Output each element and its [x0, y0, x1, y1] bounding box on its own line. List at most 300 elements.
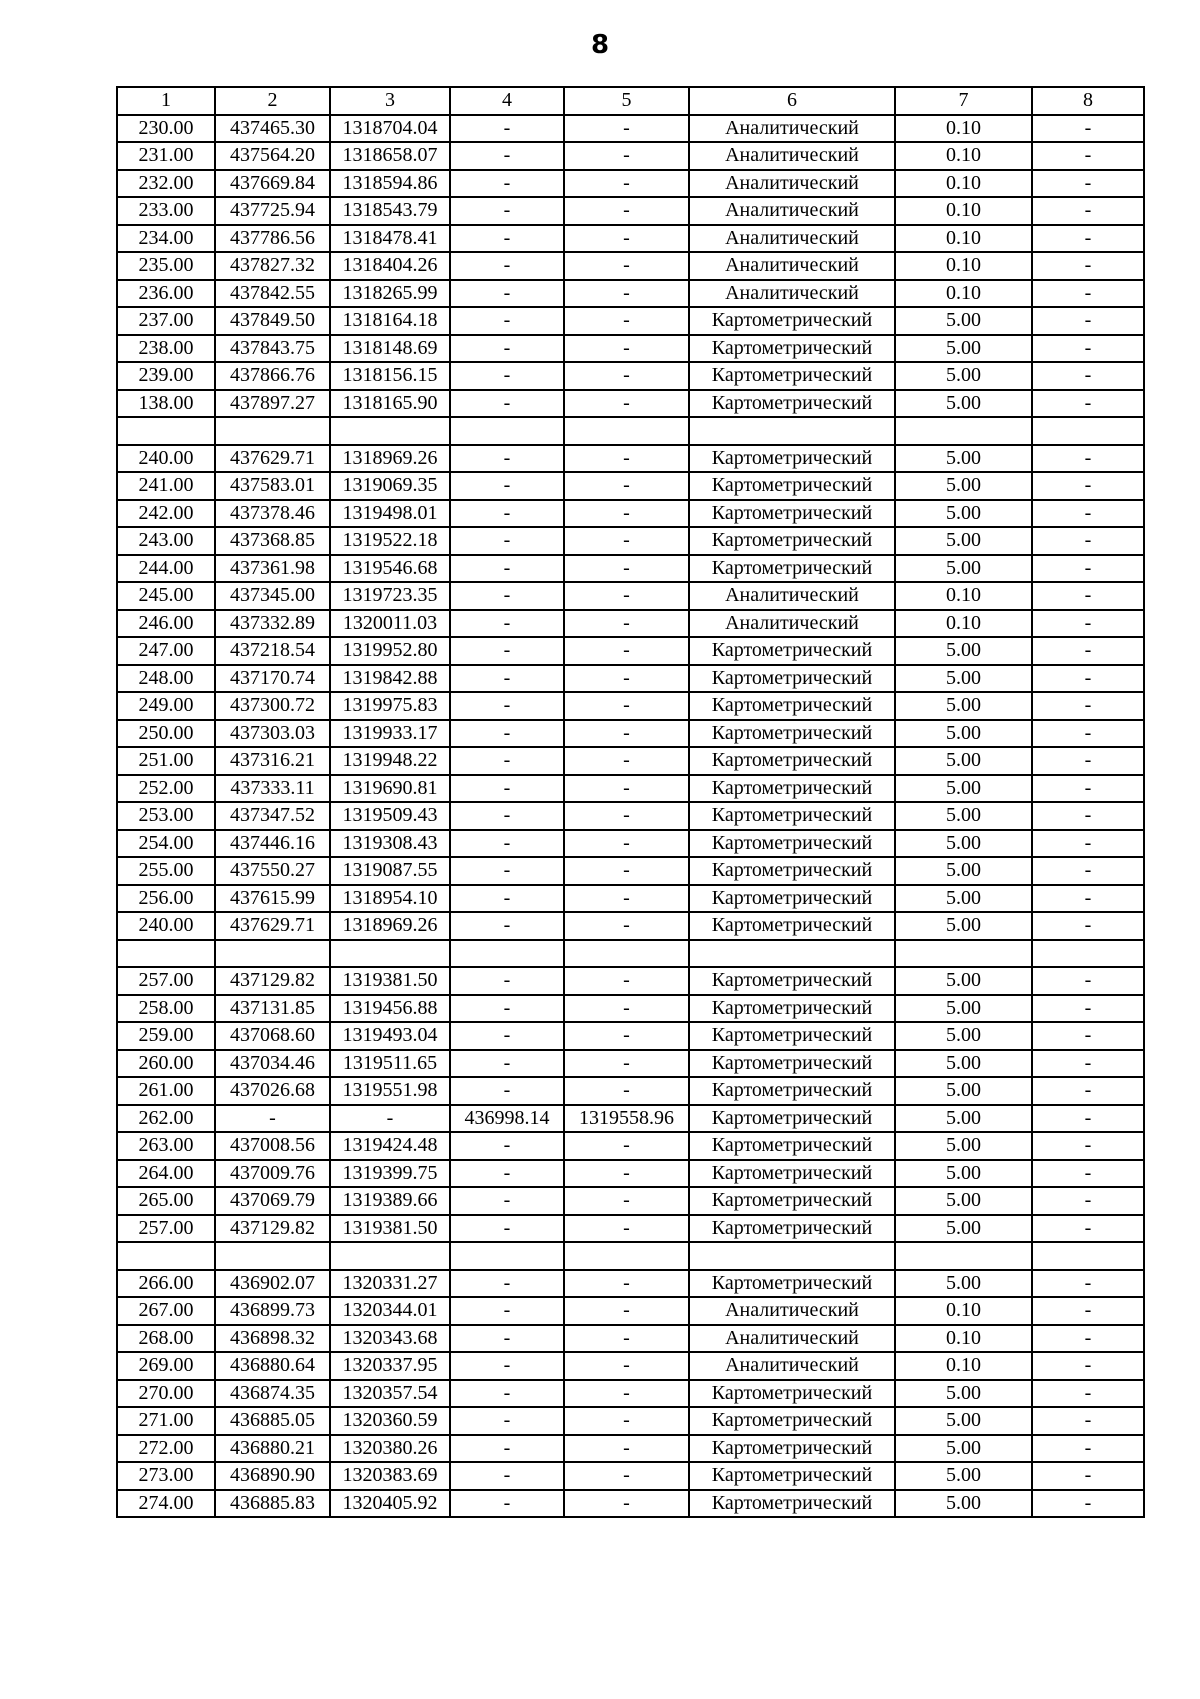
table-cell: - — [1032, 1435, 1144, 1463]
table-cell: - — [564, 307, 689, 335]
table-cell: - — [450, 1462, 564, 1490]
table-cell: 436898.32 — [215, 1325, 330, 1353]
table-cell: Аналитический — [689, 1352, 895, 1380]
table-row — [117, 1407, 1144, 1435]
table-cell: 0.10 — [895, 1352, 1032, 1380]
table-cell: 251.00 — [117, 747, 215, 775]
table-cell: - — [564, 1462, 689, 1490]
table-cell: 0.10 — [895, 582, 1032, 610]
table-row — [117, 390, 1144, 418]
table-cell: 5.00 — [895, 775, 1032, 803]
table-cell: Картометрический — [689, 1215, 895, 1243]
table-cell: 256.00 — [117, 885, 215, 913]
table-cell: - — [450, 1077, 564, 1105]
table-cell: Картометрический — [689, 720, 895, 748]
table-cell: 242.00 — [117, 500, 215, 528]
table-cell: 436885.05 — [215, 1407, 330, 1435]
table-cell: 1320360.59 — [330, 1407, 450, 1435]
table-cell: Картометрический — [689, 390, 895, 418]
table-cell: - — [564, 142, 689, 170]
table-cell: 1319948.22 — [330, 747, 450, 775]
table-cell: 1320337.95 — [330, 1352, 450, 1380]
table-cell: 437300.72 — [215, 692, 330, 720]
table-cell: 5.00 — [895, 1462, 1032, 1490]
table-row — [117, 1022, 1144, 1050]
table-row — [117, 1462, 1144, 1490]
table-cell: Картометрический — [689, 1105, 895, 1133]
table-cell: - — [564, 1380, 689, 1408]
table-cell: 437170.74 — [215, 665, 330, 693]
table-cell: 1319493.04 — [330, 1022, 450, 1050]
table-cell: 267.00 — [117, 1297, 215, 1325]
table-cell: Аналитический — [689, 197, 895, 225]
table-cell: 0.10 — [895, 142, 1032, 170]
separator-row — [117, 1242, 1144, 1270]
table-cell: Картометрический — [689, 527, 895, 555]
table-cell: - — [450, 857, 564, 885]
table-cell: Картометрический — [689, 445, 895, 473]
table-cell: - — [1032, 1105, 1144, 1133]
table-cell: 260.00 — [117, 1050, 215, 1078]
table-cell: - — [1032, 1077, 1144, 1105]
table-cell: 270.00 — [117, 1380, 215, 1408]
table-cell: 263.00 — [117, 1132, 215, 1160]
table-cell: 243.00 — [117, 527, 215, 555]
table-cell: - — [1032, 665, 1144, 693]
table-cell: - — [1032, 1215, 1144, 1243]
table-row — [117, 527, 1144, 555]
table-cell: 1320405.92 — [330, 1490, 450, 1518]
table-cell: 437009.76 — [215, 1160, 330, 1188]
table-row — [117, 1435, 1144, 1463]
table-cell: 264.00 — [117, 1160, 215, 1188]
table-cell: - — [450, 115, 564, 143]
table-cell: - — [1032, 857, 1144, 885]
table-cell: 5.00 — [895, 1187, 1032, 1215]
table-cell: Аналитический — [689, 252, 895, 280]
table-cell: 269.00 — [117, 1352, 215, 1380]
table-cell: - — [1032, 802, 1144, 830]
table-row — [117, 445, 1144, 473]
table-cell: - — [1032, 775, 1144, 803]
table-cell: 5.00 — [895, 335, 1032, 363]
table-cell: 1319456.88 — [330, 995, 450, 1023]
table-cell: 0.10 — [895, 1297, 1032, 1325]
table-row — [117, 500, 1144, 528]
table-cell: Картометрический — [689, 1380, 895, 1408]
table-cell: 1319975.83 — [330, 692, 450, 720]
table-row — [117, 995, 1144, 1023]
table-cell: - — [1032, 1160, 1144, 1188]
table-cell: - — [450, 1270, 564, 1298]
table-cell: 5.00 — [895, 692, 1032, 720]
table-cell: 246.00 — [117, 610, 215, 638]
table-row — [117, 252, 1144, 280]
table-cell: Картометрический — [689, 692, 895, 720]
table-cell: Аналитический — [689, 280, 895, 308]
table-cell: 437849.50 — [215, 307, 330, 335]
table-row — [117, 967, 1144, 995]
table-cell — [564, 1242, 689, 1270]
table-row — [117, 1077, 1144, 1105]
table-cell: - — [564, 335, 689, 363]
table-cell: 5.00 — [895, 1132, 1032, 1160]
table-cell: 5.00 — [895, 1105, 1032, 1133]
table-row — [117, 142, 1144, 170]
table-cell: - — [450, 335, 564, 363]
table-cell: Картометрический — [689, 555, 895, 583]
table-cell: 437316.21 — [215, 747, 330, 775]
table-cell: 5.00 — [895, 857, 1032, 885]
table-cell: - — [1032, 1325, 1144, 1353]
table-cell: - — [450, 912, 564, 940]
table-cell: - — [1032, 1270, 1144, 1298]
table-cell: 437129.82 — [215, 1215, 330, 1243]
table-cell: - — [564, 1270, 689, 1298]
table-cell: 1318954.10 — [330, 885, 450, 913]
table-cell: 235.00 — [117, 252, 215, 280]
table-cell: 0.10 — [895, 280, 1032, 308]
table-cell: 437345.00 — [215, 582, 330, 610]
table-cell: 437378.46 — [215, 500, 330, 528]
table-cell: - — [564, 280, 689, 308]
table-row — [117, 1380, 1144, 1408]
table-row — [117, 637, 1144, 665]
table-cell: 5.00 — [895, 967, 1032, 995]
table-cell: 5.00 — [895, 1490, 1032, 1518]
table-cell: - — [564, 775, 689, 803]
table-cell: Картометрический — [689, 1050, 895, 1078]
table-cell: 238.00 — [117, 335, 215, 363]
table-cell: 1318265.99 — [330, 280, 450, 308]
table-cell: Картометрический — [689, 1270, 895, 1298]
table-cell: 1319511.65 — [330, 1050, 450, 1078]
table-cell: Картометрический — [689, 857, 895, 885]
table-cell: Картометрический — [689, 1490, 895, 1518]
table-cell: 1319498.01 — [330, 500, 450, 528]
table-cell: - — [564, 472, 689, 500]
table-cell: 1318594.86 — [330, 170, 450, 198]
table-cell: - — [450, 830, 564, 858]
table-cell: 1319509.43 — [330, 802, 450, 830]
table-cell: - — [1032, 1297, 1144, 1325]
table-cell: - — [450, 802, 564, 830]
table-cell: - — [564, 967, 689, 995]
table-cell: - — [450, 747, 564, 775]
table-cell: 437131.85 — [215, 995, 330, 1023]
table-cell: 437866.76 — [215, 362, 330, 390]
table-cell: 437008.56 — [215, 1132, 330, 1160]
column-header: 7 — [895, 87, 1032, 115]
table-cell: 5.00 — [895, 1435, 1032, 1463]
table-cell: 258.00 — [117, 995, 215, 1023]
table-cell: Картометрический — [689, 307, 895, 335]
table-cell: - — [1032, 610, 1144, 638]
table-cell: - — [1032, 362, 1144, 390]
column-header: 4 — [450, 87, 564, 115]
table-cell: 1320383.69 — [330, 1462, 450, 1490]
table-row — [117, 692, 1144, 720]
table-cell: 5.00 — [895, 1407, 1032, 1435]
table-cell: - — [564, 747, 689, 775]
table-cell: 232.00 — [117, 170, 215, 198]
table-cell: - — [1032, 1132, 1144, 1160]
table-cell: 437725.94 — [215, 197, 330, 225]
table-cell: - — [215, 1105, 330, 1133]
table-cell: 248.00 — [117, 665, 215, 693]
table-cell: Картометрический — [689, 637, 895, 665]
table-cell: 255.00 — [117, 857, 215, 885]
table-cell: - — [564, 1077, 689, 1105]
table-cell: 1318478.41 — [330, 225, 450, 253]
table-cell: - — [450, 665, 564, 693]
table-cell: 437669.84 — [215, 170, 330, 198]
table-cell: - — [450, 1325, 564, 1353]
table-cell: 5.00 — [895, 390, 1032, 418]
table-cell — [564, 417, 689, 445]
table-row — [117, 1215, 1144, 1243]
table-row — [117, 885, 1144, 913]
table-cell: - — [450, 775, 564, 803]
table-cell: 1319381.50 — [330, 967, 450, 995]
table-cell: 257.00 — [117, 1215, 215, 1243]
table-cell: 437564.20 — [215, 142, 330, 170]
table-cell: 436899.73 — [215, 1297, 330, 1325]
column-header: 3 — [330, 87, 450, 115]
table-cell: 437303.03 — [215, 720, 330, 748]
table-cell: - — [564, 995, 689, 1023]
table-cell: Картометрический — [689, 1077, 895, 1105]
table-cell: 5.00 — [895, 747, 1032, 775]
table-cell: - — [564, 830, 689, 858]
table-cell: - — [564, 445, 689, 473]
table-cell: 5.00 — [895, 912, 1032, 940]
table-cell: - — [450, 445, 564, 473]
table-cell: 437465.30 — [215, 115, 330, 143]
table-cell: 437347.52 — [215, 802, 330, 830]
table-cell — [117, 1242, 215, 1270]
table-cell: - — [450, 280, 564, 308]
table-cell: - — [1032, 1407, 1144, 1435]
table-cell: - — [1032, 995, 1144, 1023]
table-cell: 266.00 — [117, 1270, 215, 1298]
table-cell: - — [450, 362, 564, 390]
table-cell: 240.00 — [117, 445, 215, 473]
table-cell: - — [564, 1187, 689, 1215]
table-cell: - — [564, 720, 689, 748]
table-cell: 437034.46 — [215, 1050, 330, 1078]
table-row — [117, 775, 1144, 803]
table-cell: 437218.54 — [215, 637, 330, 665]
table-cell: - — [450, 1215, 564, 1243]
table-cell: - — [564, 1352, 689, 1380]
table-cell: - — [564, 527, 689, 555]
table-cell: - — [564, 1160, 689, 1188]
table-cell: 5.00 — [895, 1022, 1032, 1050]
table-cell: Картометрический — [689, 1407, 895, 1435]
table-cell — [689, 940, 895, 968]
table-cell: Аналитический — [689, 170, 895, 198]
table-cell: - — [450, 1435, 564, 1463]
table-cell: 1319723.35 — [330, 582, 450, 610]
table-cell: 437068.60 — [215, 1022, 330, 1050]
table-cell: Картометрический — [689, 775, 895, 803]
table-cell — [1032, 940, 1144, 968]
table-cell: 237.00 — [117, 307, 215, 335]
table-cell: - — [564, 197, 689, 225]
table-row — [117, 1270, 1144, 1298]
table-cell: - — [1032, 335, 1144, 363]
table-cell: - — [1032, 912, 1144, 940]
table-cell: - — [1032, 307, 1144, 335]
table-row — [117, 857, 1144, 885]
table-cell: - — [564, 802, 689, 830]
table-cell: 1320344.01 — [330, 1297, 450, 1325]
table-cell: - — [1032, 252, 1144, 280]
table-row — [117, 197, 1144, 225]
table-cell: 1318164.18 — [330, 307, 450, 335]
table-cell: - — [1032, 170, 1144, 198]
table-cell: - — [564, 1050, 689, 1078]
table-cell: 239.00 — [117, 362, 215, 390]
table-cell: - — [450, 390, 564, 418]
table-cell: - — [450, 1022, 564, 1050]
table-cell: - — [1032, 280, 1144, 308]
table-cell — [689, 417, 895, 445]
table-row — [117, 802, 1144, 830]
table-cell: 1318543.79 — [330, 197, 450, 225]
table-cell: - — [450, 1132, 564, 1160]
table-cell: 437129.82 — [215, 967, 330, 995]
table-cell: 436880.64 — [215, 1352, 330, 1380]
table-cell: 233.00 — [117, 197, 215, 225]
table-cell: 436998.14 — [450, 1105, 564, 1133]
table-cell: 5.00 — [895, 885, 1032, 913]
table-cell: - — [1032, 445, 1144, 473]
column-header: 2 — [215, 87, 330, 115]
page-number: 8 — [590, 30, 610, 60]
table-cell: - — [450, 225, 564, 253]
table-body — [117, 115, 1144, 1518]
table-cell: - — [1032, 555, 1144, 583]
table-cell: - — [450, 885, 564, 913]
table-cell: - — [450, 142, 564, 170]
table-cell: 1319546.68 — [330, 555, 450, 583]
table-cell: Картометрический — [689, 472, 895, 500]
table-cell: 1319087.55 — [330, 857, 450, 885]
table-cell: - — [450, 720, 564, 748]
table-cell: 436885.83 — [215, 1490, 330, 1518]
table-cell: - — [1032, 142, 1144, 170]
table-cell: - — [564, 555, 689, 583]
table-cell: - — [1032, 390, 1144, 418]
table-cell: - — [564, 1490, 689, 1518]
table-cell: 437583.01 — [215, 472, 330, 500]
table-cell: 437550.27 — [215, 857, 330, 885]
table-cell: 265.00 — [117, 1187, 215, 1215]
table-cell: 1319842.88 — [330, 665, 450, 693]
table-cell: - — [450, 1187, 564, 1215]
table-cell: 5.00 — [895, 995, 1032, 1023]
column-header: 8 — [1032, 87, 1144, 115]
table-cell: - — [1032, 527, 1144, 555]
header-row — [117, 87, 1144, 115]
table-cell: 1318156.15 — [330, 362, 450, 390]
table-cell — [215, 1242, 330, 1270]
table-cell: - — [450, 610, 564, 638]
table-cell: - — [564, 857, 689, 885]
table-cell: - — [1032, 500, 1144, 528]
table-cell: Аналитический — [689, 225, 895, 253]
table-header — [117, 87, 1144, 115]
table-cell: - — [564, 362, 689, 390]
table-row — [117, 720, 1144, 748]
separator-row — [117, 940, 1144, 968]
table-cell: 437333.11 — [215, 775, 330, 803]
table-cell: 1320331.27 — [330, 1270, 450, 1298]
table-cell — [117, 417, 215, 445]
table-cell: 436890.90 — [215, 1462, 330, 1490]
table-cell: - — [564, 170, 689, 198]
table-cell: 262.00 — [117, 1105, 215, 1133]
table-cell: 253.00 — [117, 802, 215, 830]
table-cell: 245.00 — [117, 582, 215, 610]
table-cell: - — [330, 1105, 450, 1133]
table-cell: 1320380.26 — [330, 1435, 450, 1463]
table-cell: 437615.99 — [215, 885, 330, 913]
table-cell: Картометрический — [689, 335, 895, 363]
table-cell: Аналитический — [689, 115, 895, 143]
table-cell: - — [450, 967, 564, 995]
table-cell: Картометрический — [689, 362, 895, 390]
table-cell: 0.10 — [895, 225, 1032, 253]
table-cell: 1319424.48 — [330, 1132, 450, 1160]
table-cell: 5.00 — [895, 1270, 1032, 1298]
table-cell: - — [564, 225, 689, 253]
table-cell: 0.10 — [895, 1325, 1032, 1353]
table-row — [117, 555, 1144, 583]
table-cell: 1319381.50 — [330, 1215, 450, 1243]
table-cell: 1319522.18 — [330, 527, 450, 555]
table-row — [117, 472, 1144, 500]
table-cell: - — [1032, 1462, 1144, 1490]
table-cell: 5.00 — [895, 665, 1032, 693]
table-row — [117, 1352, 1144, 1380]
table-cell: Картометрический — [689, 1160, 895, 1188]
table-cell: 1318969.26 — [330, 445, 450, 473]
table-cell: - — [1032, 885, 1144, 913]
table-cell: 1318658.07 — [330, 142, 450, 170]
table-row — [117, 1490, 1144, 1518]
table-cell: 437842.55 — [215, 280, 330, 308]
table-cell: 261.00 — [117, 1077, 215, 1105]
table-cell — [450, 1242, 564, 1270]
table-cell: Картометрический — [689, 995, 895, 1023]
table-row — [117, 830, 1144, 858]
table-cell: 0.10 — [895, 170, 1032, 198]
table-cell: 437843.75 — [215, 335, 330, 363]
coordinates-table — [116, 86, 1145, 1518]
table-cell: - — [450, 555, 564, 583]
table-cell: 240.00 — [117, 912, 215, 940]
table-cell: - — [564, 252, 689, 280]
table-cell: - — [564, 115, 689, 143]
table-cell: 254.00 — [117, 830, 215, 858]
table-cell: 436874.35 — [215, 1380, 330, 1408]
column-header: 6 — [689, 87, 895, 115]
table-cell: - — [450, 1297, 564, 1325]
table-cell: - — [450, 527, 564, 555]
